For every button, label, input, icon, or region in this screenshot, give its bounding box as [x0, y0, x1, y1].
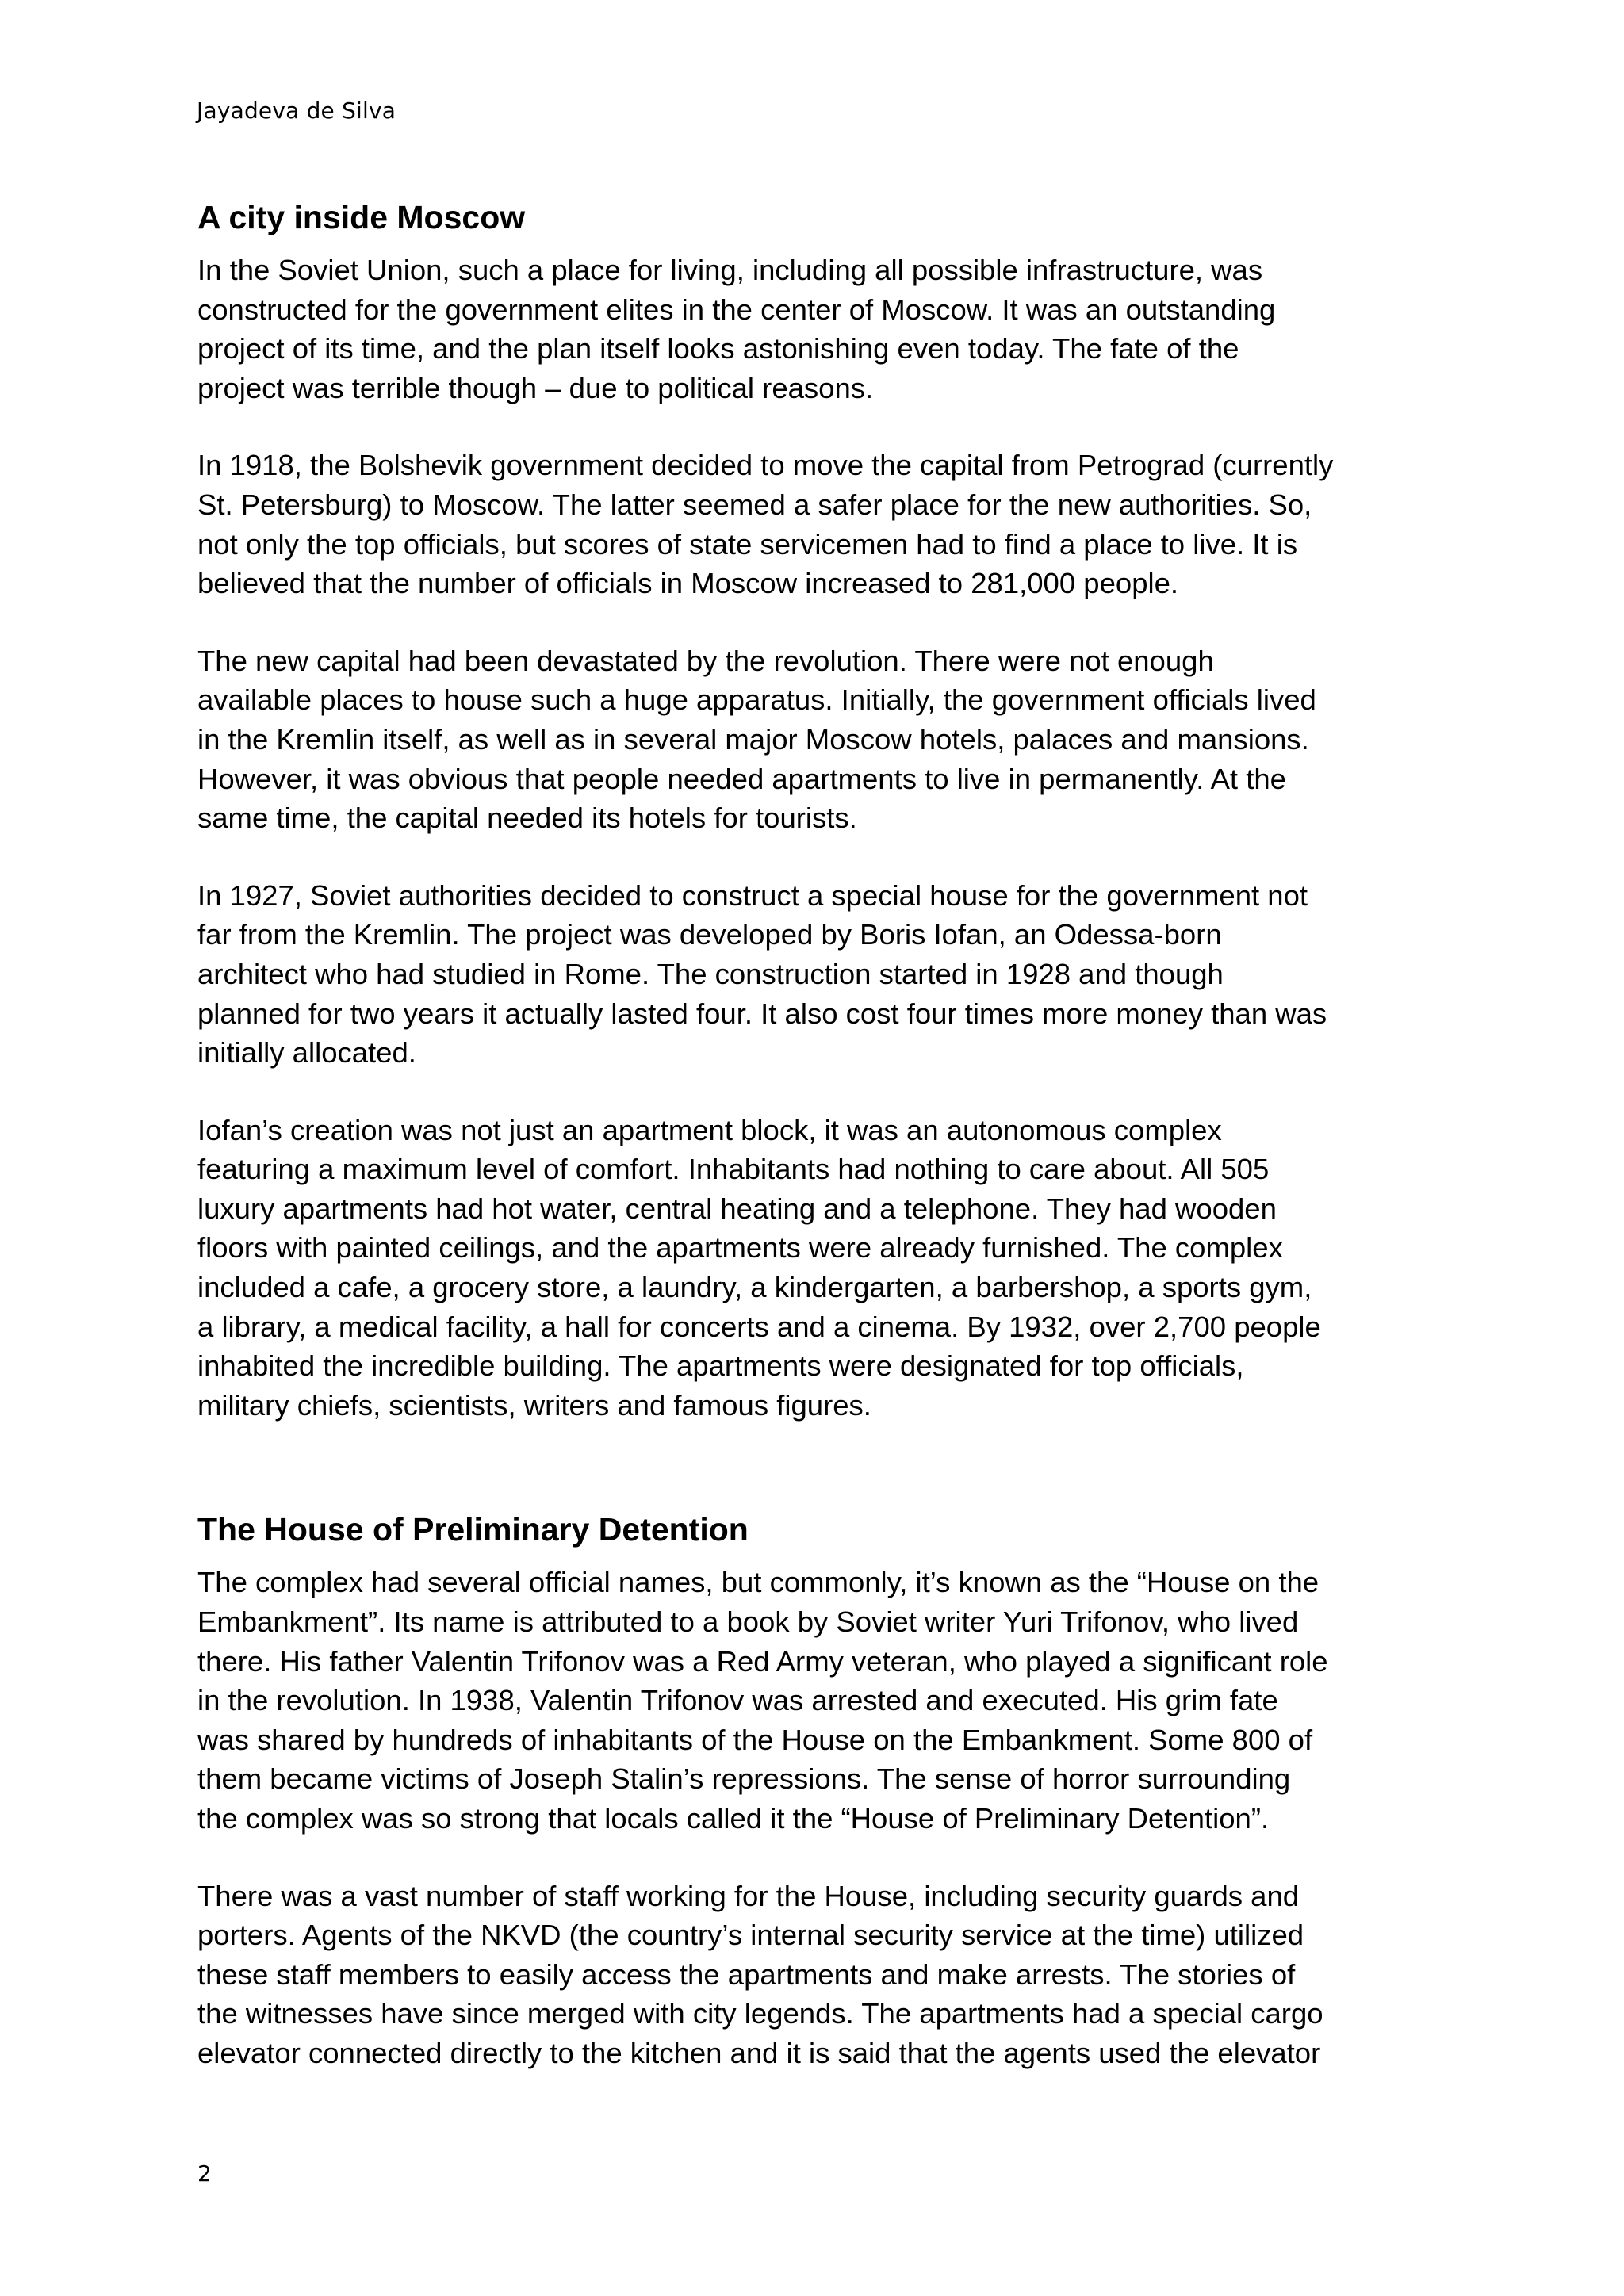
section-heading: The House of Preliminary Detention	[197, 1511, 749, 1548]
document-body	[197, 195, 1450, 2073]
section-house-of-preliminary-detention	[197, 1507, 1450, 2072]
section-heading: A city inside Moscow	[197, 199, 526, 235]
paragraph: Iofan’s creation was not just an apartment block, it was an autonomous complex featuring a maximum level of comfort. Inhabitants had nothing to care about. All 505 luxury apartments had hot water, central heating and a telephone. They had wooden floors with painted ceilings, and the apartments were already furnished. The complex included a cafe, a grocery store, a laundry, a kindergarten, a barbershop, a sports gym, a library, a medical facility, a hall for concerts and a cinema. By 1932, over 2,700 people inhabited the incredible building. The apartments were designated for top officials, military chiefs, scientists, writers and famous figures.	[197, 1113, 1321, 1422]
page-header-author: Jayadeva de Silva	[197, 98, 396, 124]
page-number: 2	[197, 2160, 212, 2187]
section-spacer	[197, 1425, 1450, 1507]
section-city-inside-moscow	[197, 195, 1450, 1425]
paragraph: There was a vast number of staff working for the House, including security guards and porters. Agents of the NKVD (the country’s internal security service at the time) utilized these staff members to easily access the apartments and make arrests. The stories of the witnesses have since merged with city legends. The apartments had a special cargo elevator connected directly to the kitchen and it is said that the agents used the elevator	[197, 1879, 1323, 2069]
paragraph: The new capital had been devastated by the revolution. There were not enough available places to house such a huge apparatus. Initially, the government officials lived in the Kremlin itself, as well as in several major Moscow hotels, palaces and mansions. However, it was obvious that people needed apartments to live in permanently. At the same time, the capital needed its hotels for tourists.	[197, 644, 1316, 835]
paragraph: In 1918, the Bolshevik government decided to move the capital from Petrograd (currently St. Petersburg) to Moscow. The latter seemed a safer place for the new authorities. So, not only the top officials, but scores of state servicemen had to find a place to live. It is believed that the number of officials in Moscow increased to 281,000 people.	[197, 449, 1334, 600]
paragraph: In the Soviet Union, such a place for living, including all possible infrastructure, was constructed for the government elites in the center of Moscow. It was an outstanding project of its time, and the plan itself looks astonishing even today. The fate of the project was terrible though – due to political reasons.	[197, 254, 1276, 404]
paragraph: In 1927, Soviet authorities decided to construct a special house for the government not far from the Kremlin. The project was developed by Boris Iofan, an Odessa-born architect who had studied in Rome. The construction started in 1928 and though planned for two years it actually lasted four. It also cost four times more money than was initially allocated.	[197, 878, 1327, 1070]
paragraph: The complex had several official names, but commonly, it’s known as the “House on the Embankment”. Its name is attributed to a book by Soviet writer Yuri Trifonov, who lived there. His father Valentin Trifonov was a Red Army veteran, who played a significant role in the revolution. In 1938, Valentin Trifonov was arrested and executed. His grim fate was shared by hundreds of inhabitants of the House on the Embankment. Some 800 of them became victims of Joseph Stalin’s repressions. The sense of horror surrounding the complex was so strong that locals called it the “House of Preliminary Detention”.	[197, 1566, 1328, 1835]
